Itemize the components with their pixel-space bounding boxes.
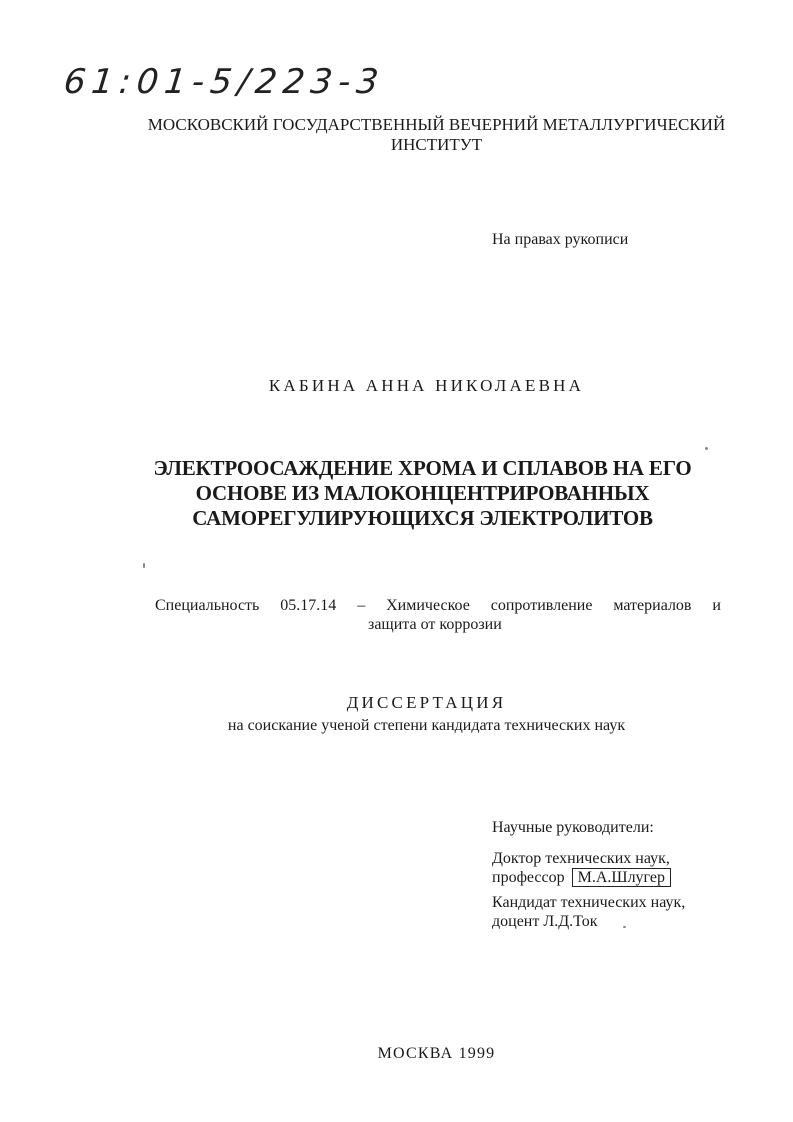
thesis-title-line1: ЭЛЕКТРООСАЖДЕНИЕ ХРОМА И СПЛАВОВ НА ЕГО — [153, 456, 692, 480]
specialty-word: и — [712, 597, 721, 614]
city-year: МОСКВА 1999 — [377, 1045, 496, 1062]
thesis-title-line3: САМОРЕГУЛИРУЮЩИХСЯ ЭЛЕКТРОЛИТОВ — [192, 506, 653, 530]
supervisors-block — [492, 818, 685, 931]
specialty-word: сопротивление — [490, 597, 593, 614]
scan-speck — [143, 563, 145, 568]
specialty-dash: – — [357, 597, 366, 614]
supervisor1-title: профессор — [492, 869, 565, 886]
scan-speck — [623, 926, 626, 928]
author-name: КАБИНА АННА НИКОЛАЕВНА — [268, 376, 585, 395]
supervisors-heading: Научные руководители: — [492, 819, 654, 836]
supervisor2-degree: Кандидат технических наук, — [492, 894, 686, 911]
manuscript-rights-note: На правах рукописи — [492, 231, 629, 248]
institute-name-line2: ИНСТИТУТ — [390, 135, 483, 154]
institute-name — [40, 115, 793, 155]
supervisor1-title-line — [492, 868, 685, 887]
supervisor2-title-name: доцент Л.Д.Ток — [492, 913, 598, 930]
specialty-block — [155, 596, 721, 634]
supervisor1-name-boxed: М.А.Шлугер — [572, 868, 671, 887]
degree-line: на соискание ученой степени кандидата технических наук — [227, 717, 626, 734]
scan-speck — [705, 447, 708, 450]
thesis-title — [26, 456, 793, 531]
dissertation-label: ДИССЕРТАЦИЯ — [346, 693, 507, 712]
supervisor1-degree: Доктор технических наук, — [492, 850, 670, 867]
institute-name-line1: МОСКОВСКИЙ ГОСУДАРСТВЕННЫЙ ВЕЧЕРНИЙ МЕТАЛЛУРГИЧЕСКИЙ — [147, 115, 726, 134]
specialty-word: Химическое — [386, 597, 470, 614]
handwritten-catalog-number: 61:01-5/223-3 — [61, 62, 387, 102]
thesis-title-line2: ОСНОВЕ ИЗ МАЛОКОНЦЕНТРИРОВАННЫХ — [195, 481, 650, 505]
specialty-line2: защита от коррозии — [368, 616, 502, 633]
specialty-line1 — [155, 596, 721, 615]
specialty-label: Специальность — [155, 597, 260, 614]
specialty-word: материалов — [613, 597, 692, 614]
specialty-code: 05.17.14 — [280, 597, 337, 614]
